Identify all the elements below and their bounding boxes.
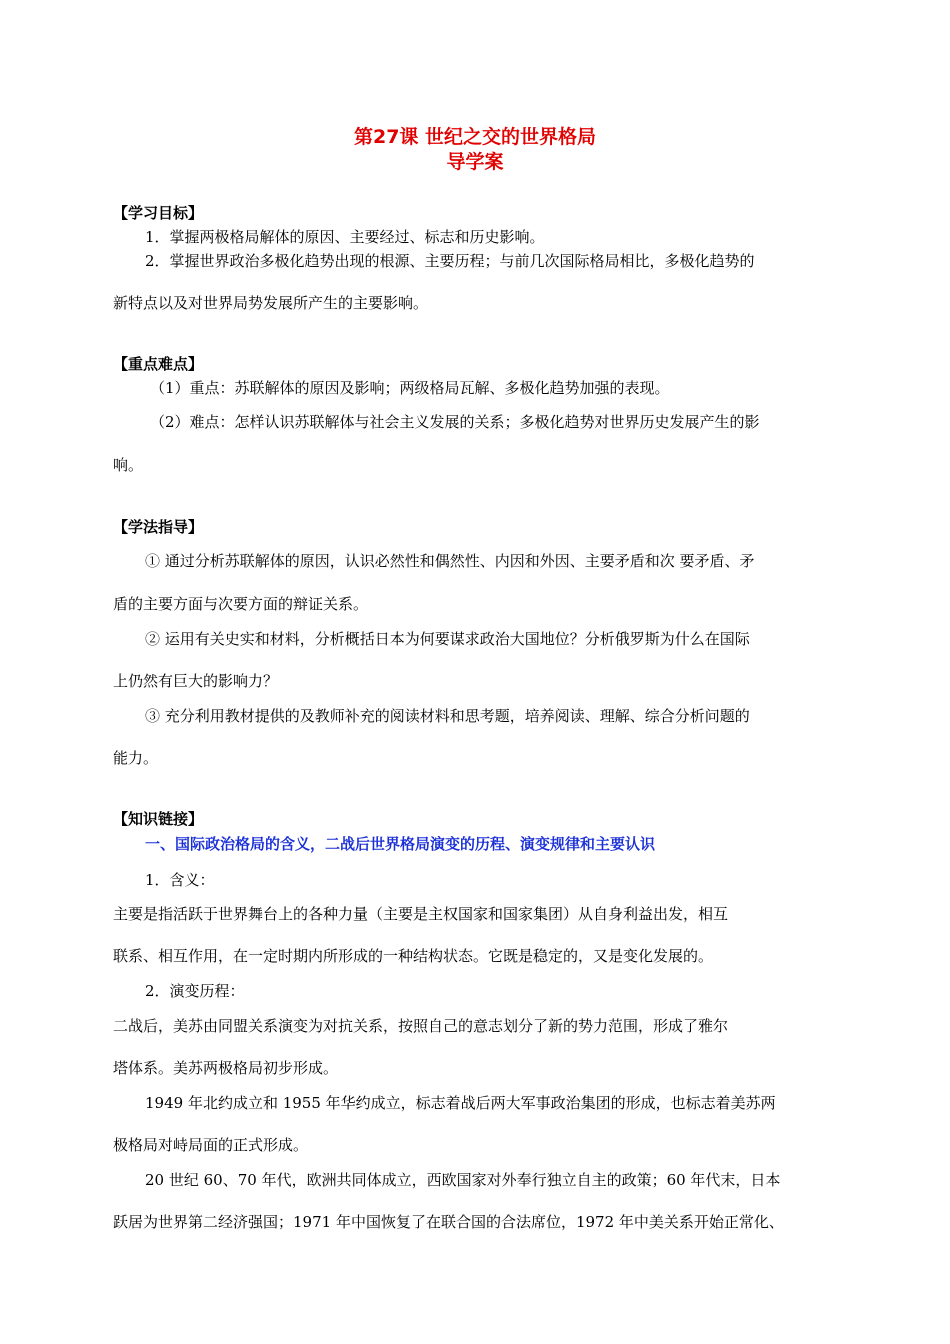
objectives-heading: 【学习目标】 (113, 204, 204, 222)
method-line-2: 盾的主要方面与次要方面的辩证关系。 (113, 595, 369, 613)
key-point-line-2: （2）难点：怎样认识苏联解体与社会主义发展的关系；多极化趋势对世界历史发展产生的影 (150, 413, 760, 431)
method-line-3: ② 运用有关史实和材料，分析概括日本为何要谋求政治大国地位？分析俄罗斯为什么在国际 (145, 630, 750, 648)
knowledge-line-1: 1．含义： (145, 871, 215, 889)
key-points-heading: 【重点难点】 (113, 355, 204, 373)
knowledge-line-10: 跃居为世界第二经济强国；1971 年中国恢复了在联合国的合法席位，1972 年中美关系开始正常化、 (113, 1213, 784, 1231)
method-line-1: ① 通过分析苏联解体的原因，认识必然性和偶然性、内因和外因、主要矛盾和次 要矛盾、矛 (145, 552, 755, 570)
objective-line-2: 2．掌握世界政治多极化趋势出现的根源、主要历程；与前几次国际格局相比，多极化趋势的 (145, 252, 755, 270)
knowledge-line-9: 20 世纪 60、70 年代，欧洲共同体成立，西欧国家对外奉行独立自主的政策；60 年代末，日本 (145, 1171, 781, 1189)
page-subtitle: 导学案 (446, 151, 504, 173)
method-line-4: 上仍然有巨大的影响力？ (113, 672, 279, 690)
knowledge-line-7: 1949 年北约成立和 1955 年华约成立，标志着战后两大军事政治集团的形成，也标志着美苏两 (145, 1094, 776, 1112)
knowledge-line-5: 二战后，美苏由同盟关系演变为对抗关系，按照自己的意志划分了新的势力范围，形成了雅尔 (113, 1017, 729, 1035)
knowledge-line-2: 主要是指活跃于世界舞台上的各种力量（主要是主权国家和国家集团）从自身利益出发，相互 (113, 905, 729, 923)
knowledge-line-6: 塔体系。美苏两极格局初步形成。 (113, 1059, 339, 1077)
method-heading: 【学法指导】 (113, 518, 204, 536)
objective-line-3: 新特点以及对世界局势发展所产生的主要影响。 (113, 294, 429, 312)
method-line-5: ③ 充分利用教材提供的及教师补充的阅读材料和思考题，培养阅读、理解、综合分析问题的 (145, 707, 750, 725)
objective-line-1: 1．掌握两极格局解体的原因、主要经过、标志和历史影响。 (145, 228, 545, 246)
key-point-line-3: 响。 (113, 456, 144, 474)
knowledge-line-3: 联系、相互作用，在一定时期内所形成的一种结构状态。它既是稳定的，又是变化发展的。 (113, 947, 714, 965)
method-line-6: 能力。 (113, 749, 159, 767)
knowledge-line-4: 2．演变历程： (145, 982, 245, 1000)
knowledge-section-heading: 一、国际政治格局的含义，二战后世界格局演变的历程、演变规律和主要认识 (145, 835, 656, 853)
page-title: 第27课 世纪之交的世界格局 (353, 126, 597, 148)
knowledge-line-8: 极格局对峙局面的正式形成。 (113, 1136, 309, 1154)
key-point-line-1: （1）重点：苏联解体的原因及影响；两级格局瓦解、多极化趋势加强的表现。 (150, 379, 670, 397)
knowledge-heading: 【知识链接】 (113, 810, 204, 828)
